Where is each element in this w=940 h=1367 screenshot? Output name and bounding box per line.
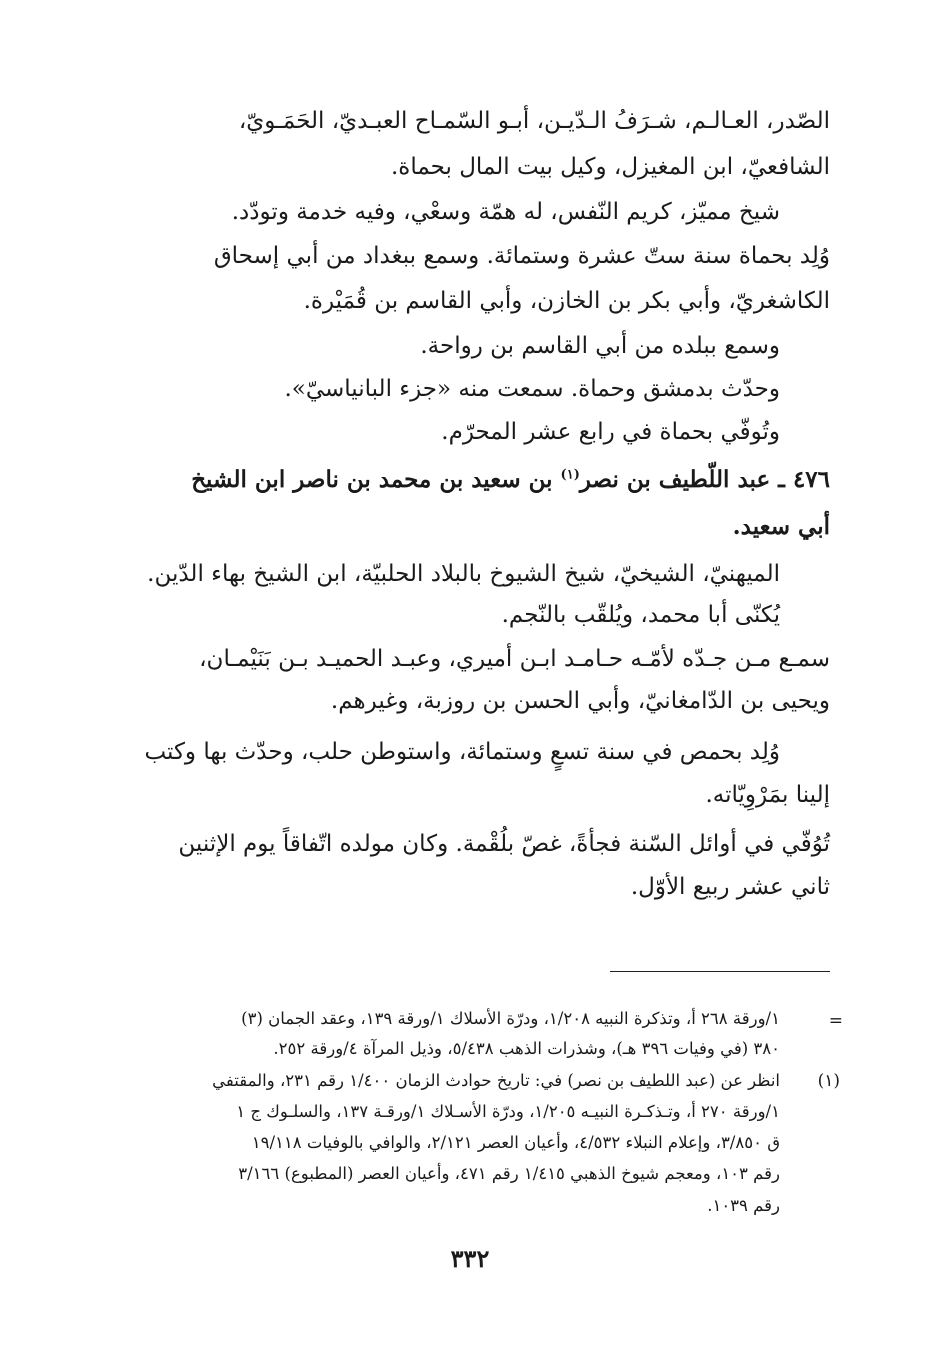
text-line: شيخ مميّز، كريم النّفس، له همّة وسعْي، وفيه خدمة وتودّد. — [231, 199, 780, 225]
text-line: الكاشغريّ، وأبي بكر بن الخازن، وأبي القاسم بن قُمَيْرة. — [303, 288, 830, 314]
text-line: يُكنّى أبا محمد، ويُلقّب بالنّجم. — [501, 602, 780, 628]
text-line: الميهنيّ، الشيخيّ، شيخ الشيوخ بالبلاد الحلبيّة، ابن الشيخ بهاء الدّين. — [147, 561, 780, 587]
text-line: الصّدر، العـالـم، شـرَفُ الـدّيـن، أبـو السّمـاح العبـديّ، الحَمَـويّ، — [238, 108, 830, 134]
text-line: إلينا بمَرْوِيّاته. — [705, 782, 830, 808]
text-line: وتُوفّي بحماة في رابع عشر المحرّم. — [441, 419, 780, 445]
entry-heading-continued: أبي سعيد. — [732, 513, 830, 540]
text-line: ثاني عشر ربيع الأوّل. — [630, 874, 830, 900]
text-line: سمـع مـن جـدّه لأمّـه حـامـد ابـن أميري، وعبـد الحميـد بـن بَنَيْمـان، — [199, 646, 830, 672]
text-line: الشافعيّ، ابن المغيزل، وكيل بيت المال بحماة. — [391, 154, 830, 180]
entry-heading — [191, 468, 830, 494]
entry-title-rest: بن سعيد بن محمد بن ناصر ابن الشيخ — [191, 466, 561, 493]
footnote-continuation-marker: = — [828, 1011, 843, 1031]
page-number: ٣٣٢ — [450, 1244, 490, 1273]
footnote-line: انظر عن (عبد اللطيف بن نصر) في: تاريخ حوادث الزمان ١/٤٠٠ رقم ٢٣١، والمقتفي — [212, 1071, 780, 1090]
text-line: وُلِد بحماة سنة ستّ عشرة وستمائة. وسمع ببغداد من أبي إسحاق — [213, 243, 830, 269]
footnote-separator — [610, 971, 830, 972]
text-line: وحدّث بدمشق وحماة. سمعت منه «جزء البانياسيّ». — [284, 376, 780, 402]
footnote-line: ١/ورقة ٢٧٠ أ، وتـذكـرة النبيـه ١/٢٠٥، ودرّة الأسـلاك ١/ورقـة ١٣٧، والسلـوك ج ١ — [236, 1102, 780, 1121]
text-line: وسمع ببلده من أبي القاسم بن رواحة. — [420, 333, 780, 359]
footnote-line: ٣٨٠ (في وفيات ٣٩٦ هـ)، وشذرات الذهب ٥/٤٣٨، وذيل المرآة ٤/ورقة ٢٥٢. — [273, 1039, 780, 1058]
text-line: وُلِد بحمص في سنة تسعٍ وستمائة، واستوطن حلب، وحدّث بها وكتب — [144, 739, 780, 765]
footnote-marker: (١) — [817, 1071, 840, 1091]
text-line: ويحيى بن الدّامغانيّ، وأبي الحسن بن روزبة، وغيرهم. — [330, 688, 830, 714]
footnote-line: ق ٣/٨٥٠، وإعلام النبلاء ٤/٥٣٢، وأعيان العصر ٢/١٢١، والوافي بالوفيات ١٩/١١٨ — [251, 1133, 780, 1152]
entry-title: ٤٧٦ ـ عبد اللّطيف بن نصر — [579, 466, 830, 493]
text-line: تُوُفّي في أوائل السّنة فجأةً، غصّ بلُقْمة. وكان مولده اتّفاقاً يوم الإثنين — [178, 831, 830, 857]
footnote-line: رقم ١٠٣، ومعجم شيوخ الذهبي ١/٤١٥ رقم ٤٧١، وأعيان العصر (المطبوع) ٣/١٦٦ — [238, 1164, 780, 1183]
footnote-ref: (١) — [560, 467, 580, 483]
footnote-line: رقم ١٠٣٩. — [707, 1196, 780, 1215]
footnote-line: ١/ورقة ٢٦٨ أ، وتذكرة النبيه ١/٢٠٨، ودرّة الأسلاك ١/ورقة ١٣٩، وعقد الجمان (٣) — [241, 1009, 780, 1028]
